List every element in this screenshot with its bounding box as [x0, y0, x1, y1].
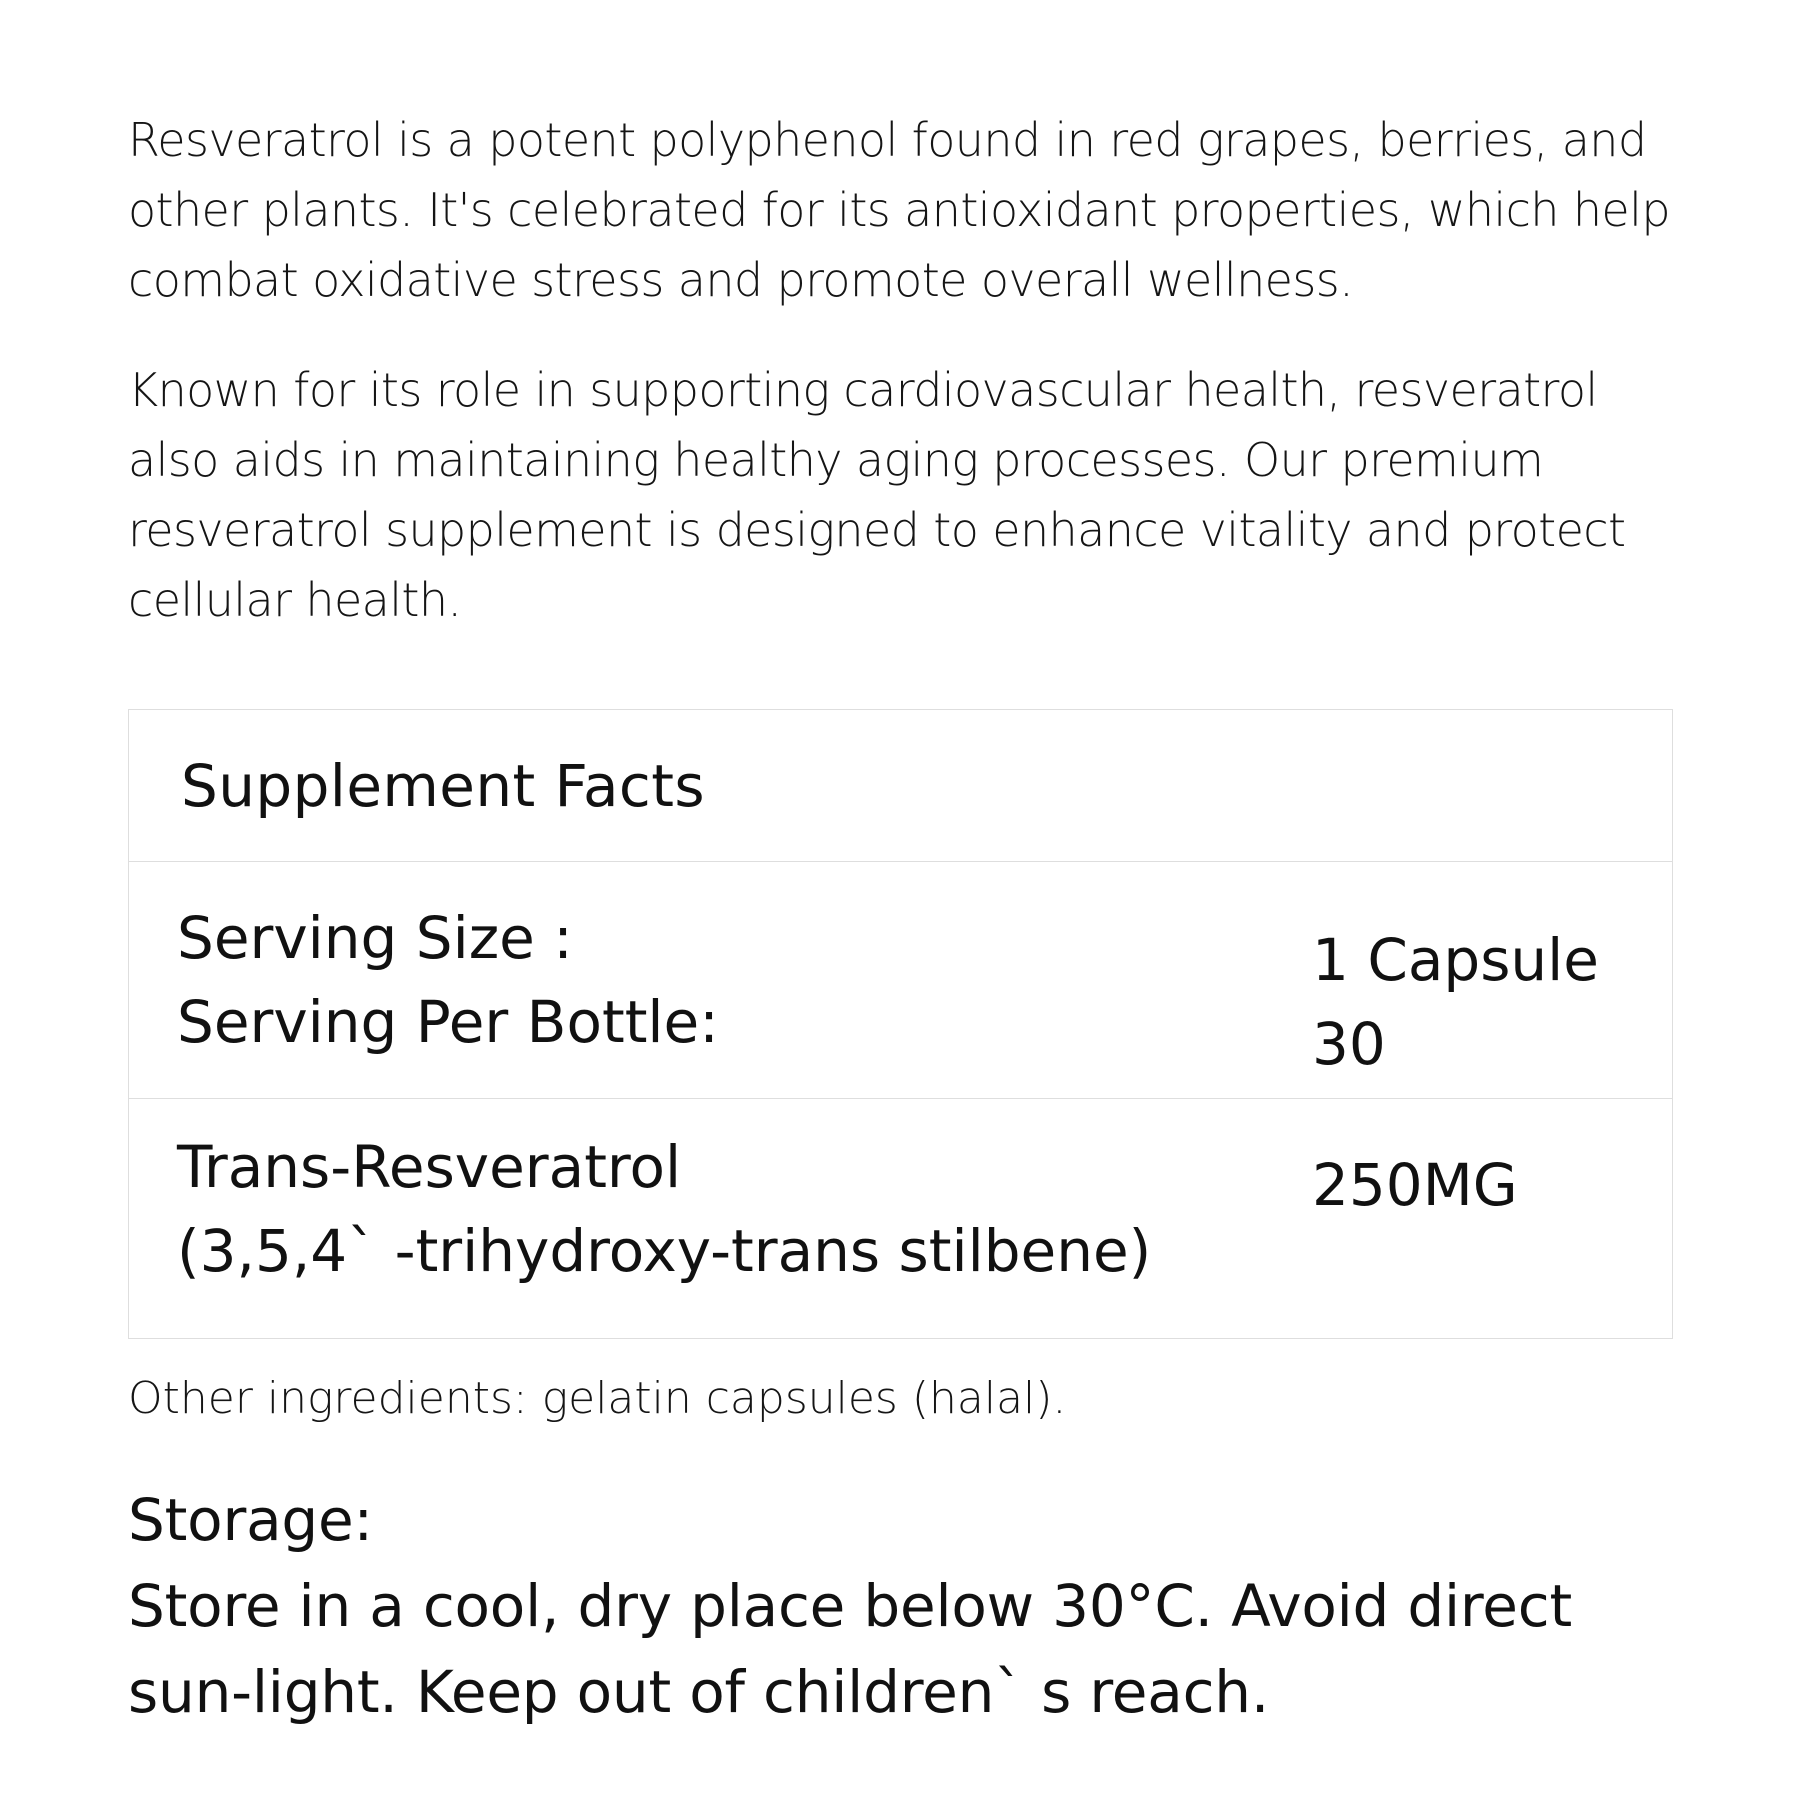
serving-size-label: Serving Size :: [177, 904, 573, 972]
intro-section: [128, 105, 1673, 635]
ingredient-amount-cell: [1312, 1099, 1632, 1338]
storage-text: Store in a cool, dry place below 30°C. Avoid direct sun-light. Keep out of children` s reach.: [128, 1572, 1572, 1726]
intro-paragraph-1: Resveratrol is a potent polyphenol found in red grapes, berries, and other plants. It's celebrated for its antioxidant properties, which help combat oxidative stress and promote overall wellness.: [128, 113, 1670, 307]
supplement-facts-title: Supplement Facts: [129, 710, 1672, 862]
ingredient-labels: [177, 1099, 1312, 1338]
serving-size-value: 1 Capsule: [1312, 926, 1599, 994]
ingredient-name: Trans-Resveratrol: [177, 1133, 682, 1201]
supplement-facts-table: [128, 709, 1673, 1339]
intro-paragraph-2: Known for its role in supporting cardiovascular health, resveratrol also aids in maintaining healthy aging processes. Our premium resveratrol supplement is designed to enhance vitality and protect cellular health.: [128, 363, 1626, 627]
ingredient-amount: 250MG: [1312, 1151, 1518, 1219]
other-ingredients-text: Other ingredients: gelatin capsules (halal).: [128, 1373, 1067, 1424]
serving-per-bottle-label: Serving Per Bottle:: [177, 988, 719, 1056]
serving-row: [129, 862, 1672, 1098]
storage-heading: Storage:: [128, 1486, 373, 1554]
serving-values: [1312, 862, 1632, 1098]
serving-labels: [177, 862, 1312, 1098]
ingredient-row: [129, 1098, 1672, 1338]
serving-per-bottle-value: 30: [1312, 1010, 1386, 1078]
storage-section: [128, 1477, 1673, 1735]
ingredient-detail: (3,5,4` -trihydroxy-trans stilbene): [177, 1217, 1152, 1285]
product-description-page: [128, 105, 1673, 1735]
